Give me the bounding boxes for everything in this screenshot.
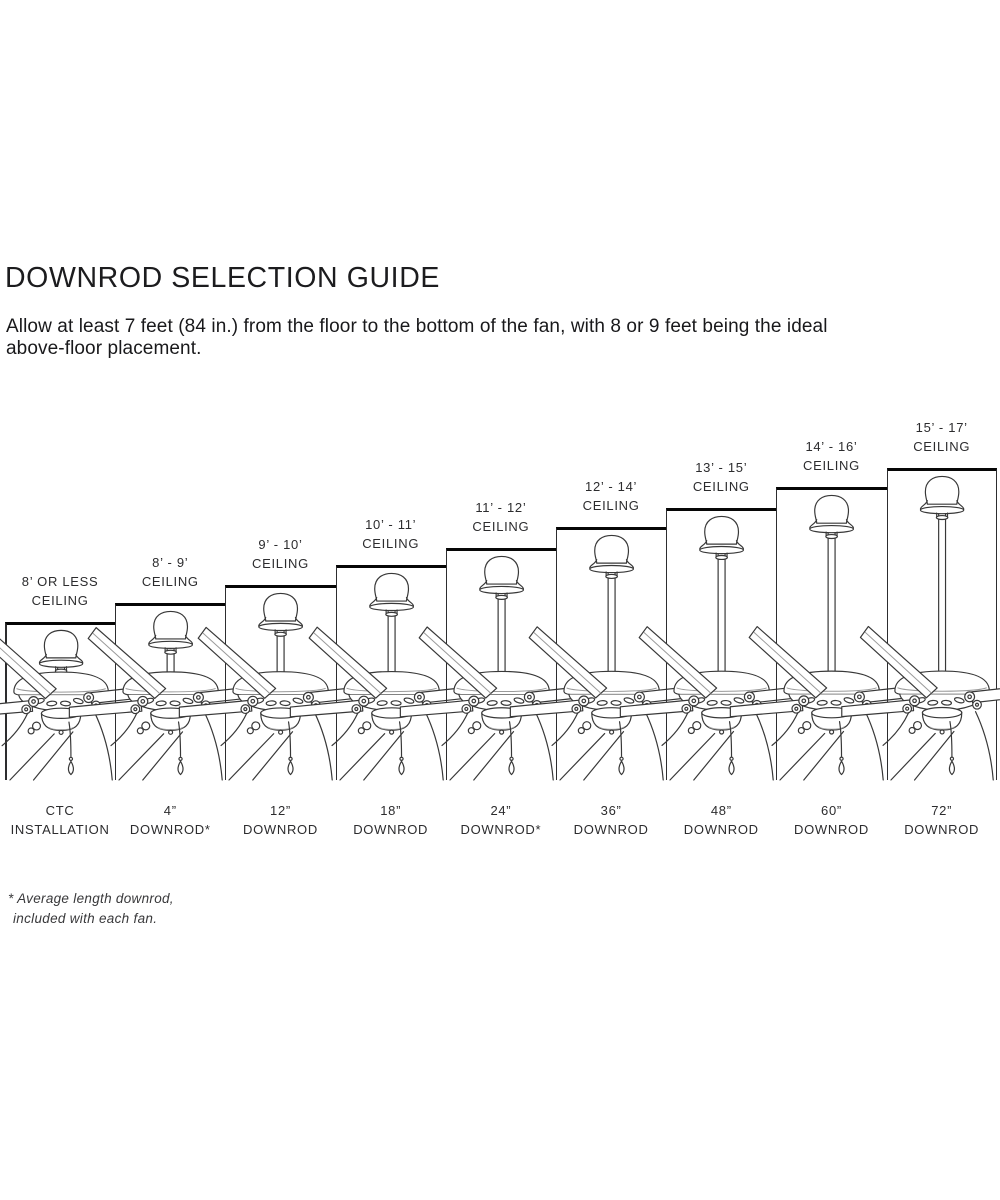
fan-foreground-blades-icon bbox=[2, 712, 112, 780]
ceiling-fan-illustration bbox=[226, 588, 335, 780]
ceiling-height-label: 13’ - 15’ CEILING bbox=[692, 460, 750, 494]
fan-foreground-blades-icon bbox=[552, 712, 663, 780]
ceiling-column-box bbox=[446, 548, 556, 780]
fan-canopy-icon bbox=[149, 611, 193, 654]
fan-canopy-icon bbox=[369, 573, 413, 616]
ceiling-height-label: 15’ - 17’ CEILING bbox=[913, 420, 971, 454]
fan-foreground-blades-icon bbox=[662, 712, 773, 780]
ceiling-fan-illustration bbox=[337, 568, 446, 780]
downrod-size-label: 60” DOWNROD bbox=[794, 803, 869, 837]
downrod-size-label: 4” DOWNROD* bbox=[129, 803, 211, 837]
fan-canopy-icon bbox=[700, 516, 744, 559]
ceiling-fan-illustration bbox=[888, 471, 996, 780]
downrod-size-label: 24” DOWNROD* bbox=[460, 803, 542, 837]
fan-foreground-blades-icon bbox=[221, 712, 332, 780]
footnote-line-1: * Average length downrod, bbox=[8, 891, 174, 906]
footnote-line-2: included with each fan. bbox=[13, 911, 158, 926]
ceiling-column-box bbox=[556, 527, 666, 780]
fan-downrod-icon bbox=[718, 553, 725, 680]
fan-foreground-blades-icon bbox=[111, 712, 222, 780]
fan-downrod-icon bbox=[388, 609, 395, 679]
fan-canopy-icon bbox=[480, 556, 524, 599]
ceiling-height-label: 8’ OR LESS CEILING bbox=[21, 574, 99, 608]
fan-canopy-icon bbox=[920, 476, 963, 519]
fan-downrod-icon bbox=[829, 532, 836, 679]
downrod-size-label: 72” DOWNROD bbox=[904, 803, 980, 837]
fan-downrod-icon bbox=[938, 513, 945, 679]
fan-canopy-icon bbox=[590, 535, 634, 578]
fan-canopy-icon bbox=[259, 593, 303, 636]
fan-foreground-blades-icon bbox=[772, 712, 883, 780]
fan-foreground-blades-icon bbox=[442, 712, 553, 780]
ceiling-column-box bbox=[336, 565, 446, 780]
fan-canopy-icon bbox=[39, 630, 82, 673]
downrod-size-label: 18” DOWNROD bbox=[353, 803, 429, 837]
ceiling-height-label: 8’ - 9’ CEILING bbox=[141, 555, 199, 589]
ceiling-column-box bbox=[225, 585, 335, 780]
fan-foreground-blades-icon bbox=[883, 712, 993, 780]
ceiling-height-label: 12’ - 14’ CEILING bbox=[582, 479, 640, 513]
ceiling-fan-illustration bbox=[557, 530, 666, 780]
fan-downrod-icon bbox=[498, 592, 505, 679]
downrod-size-label: 48” DOWNROD bbox=[683, 803, 759, 837]
ceiling-height-label: 11’ - 12’ CEILING bbox=[472, 500, 530, 534]
fan-downrod-icon bbox=[608, 572, 615, 680]
ceiling-height-label: 9’ - 10’ CEILING bbox=[252, 537, 309, 571]
downrod-size-label: 12” DOWNROD bbox=[243, 803, 318, 837]
ceiling-column-box bbox=[887, 468, 997, 780]
downrod-size-label: CTC INSTALLATION bbox=[10, 803, 110, 837]
intro-line-2: above-floor placement. bbox=[6, 338, 202, 359]
intro-line-1: Allow at least 7 feet (84 in.) from the floor to the bottom of the fan, with 8 or 9 feet being the ideal bbox=[6, 316, 828, 337]
ceiling-height-label: 14’ - 16’ CEILING bbox=[803, 439, 860, 473]
footnote bbox=[8, 889, 174, 929]
downrod-size-label: 36” DOWNROD bbox=[573, 803, 649, 837]
fan-foreground-blades-icon bbox=[332, 712, 443, 780]
ceiling-height-label: 10’ - 11’ CEILING bbox=[362, 517, 420, 551]
ceiling-fan-illustration bbox=[447, 551, 556, 780]
page-title: DOWNROD SELECTION GUIDE bbox=[5, 262, 440, 294]
fan-lower-housing-icon bbox=[909, 708, 962, 734]
fan-canopy-icon bbox=[810, 495, 854, 538]
